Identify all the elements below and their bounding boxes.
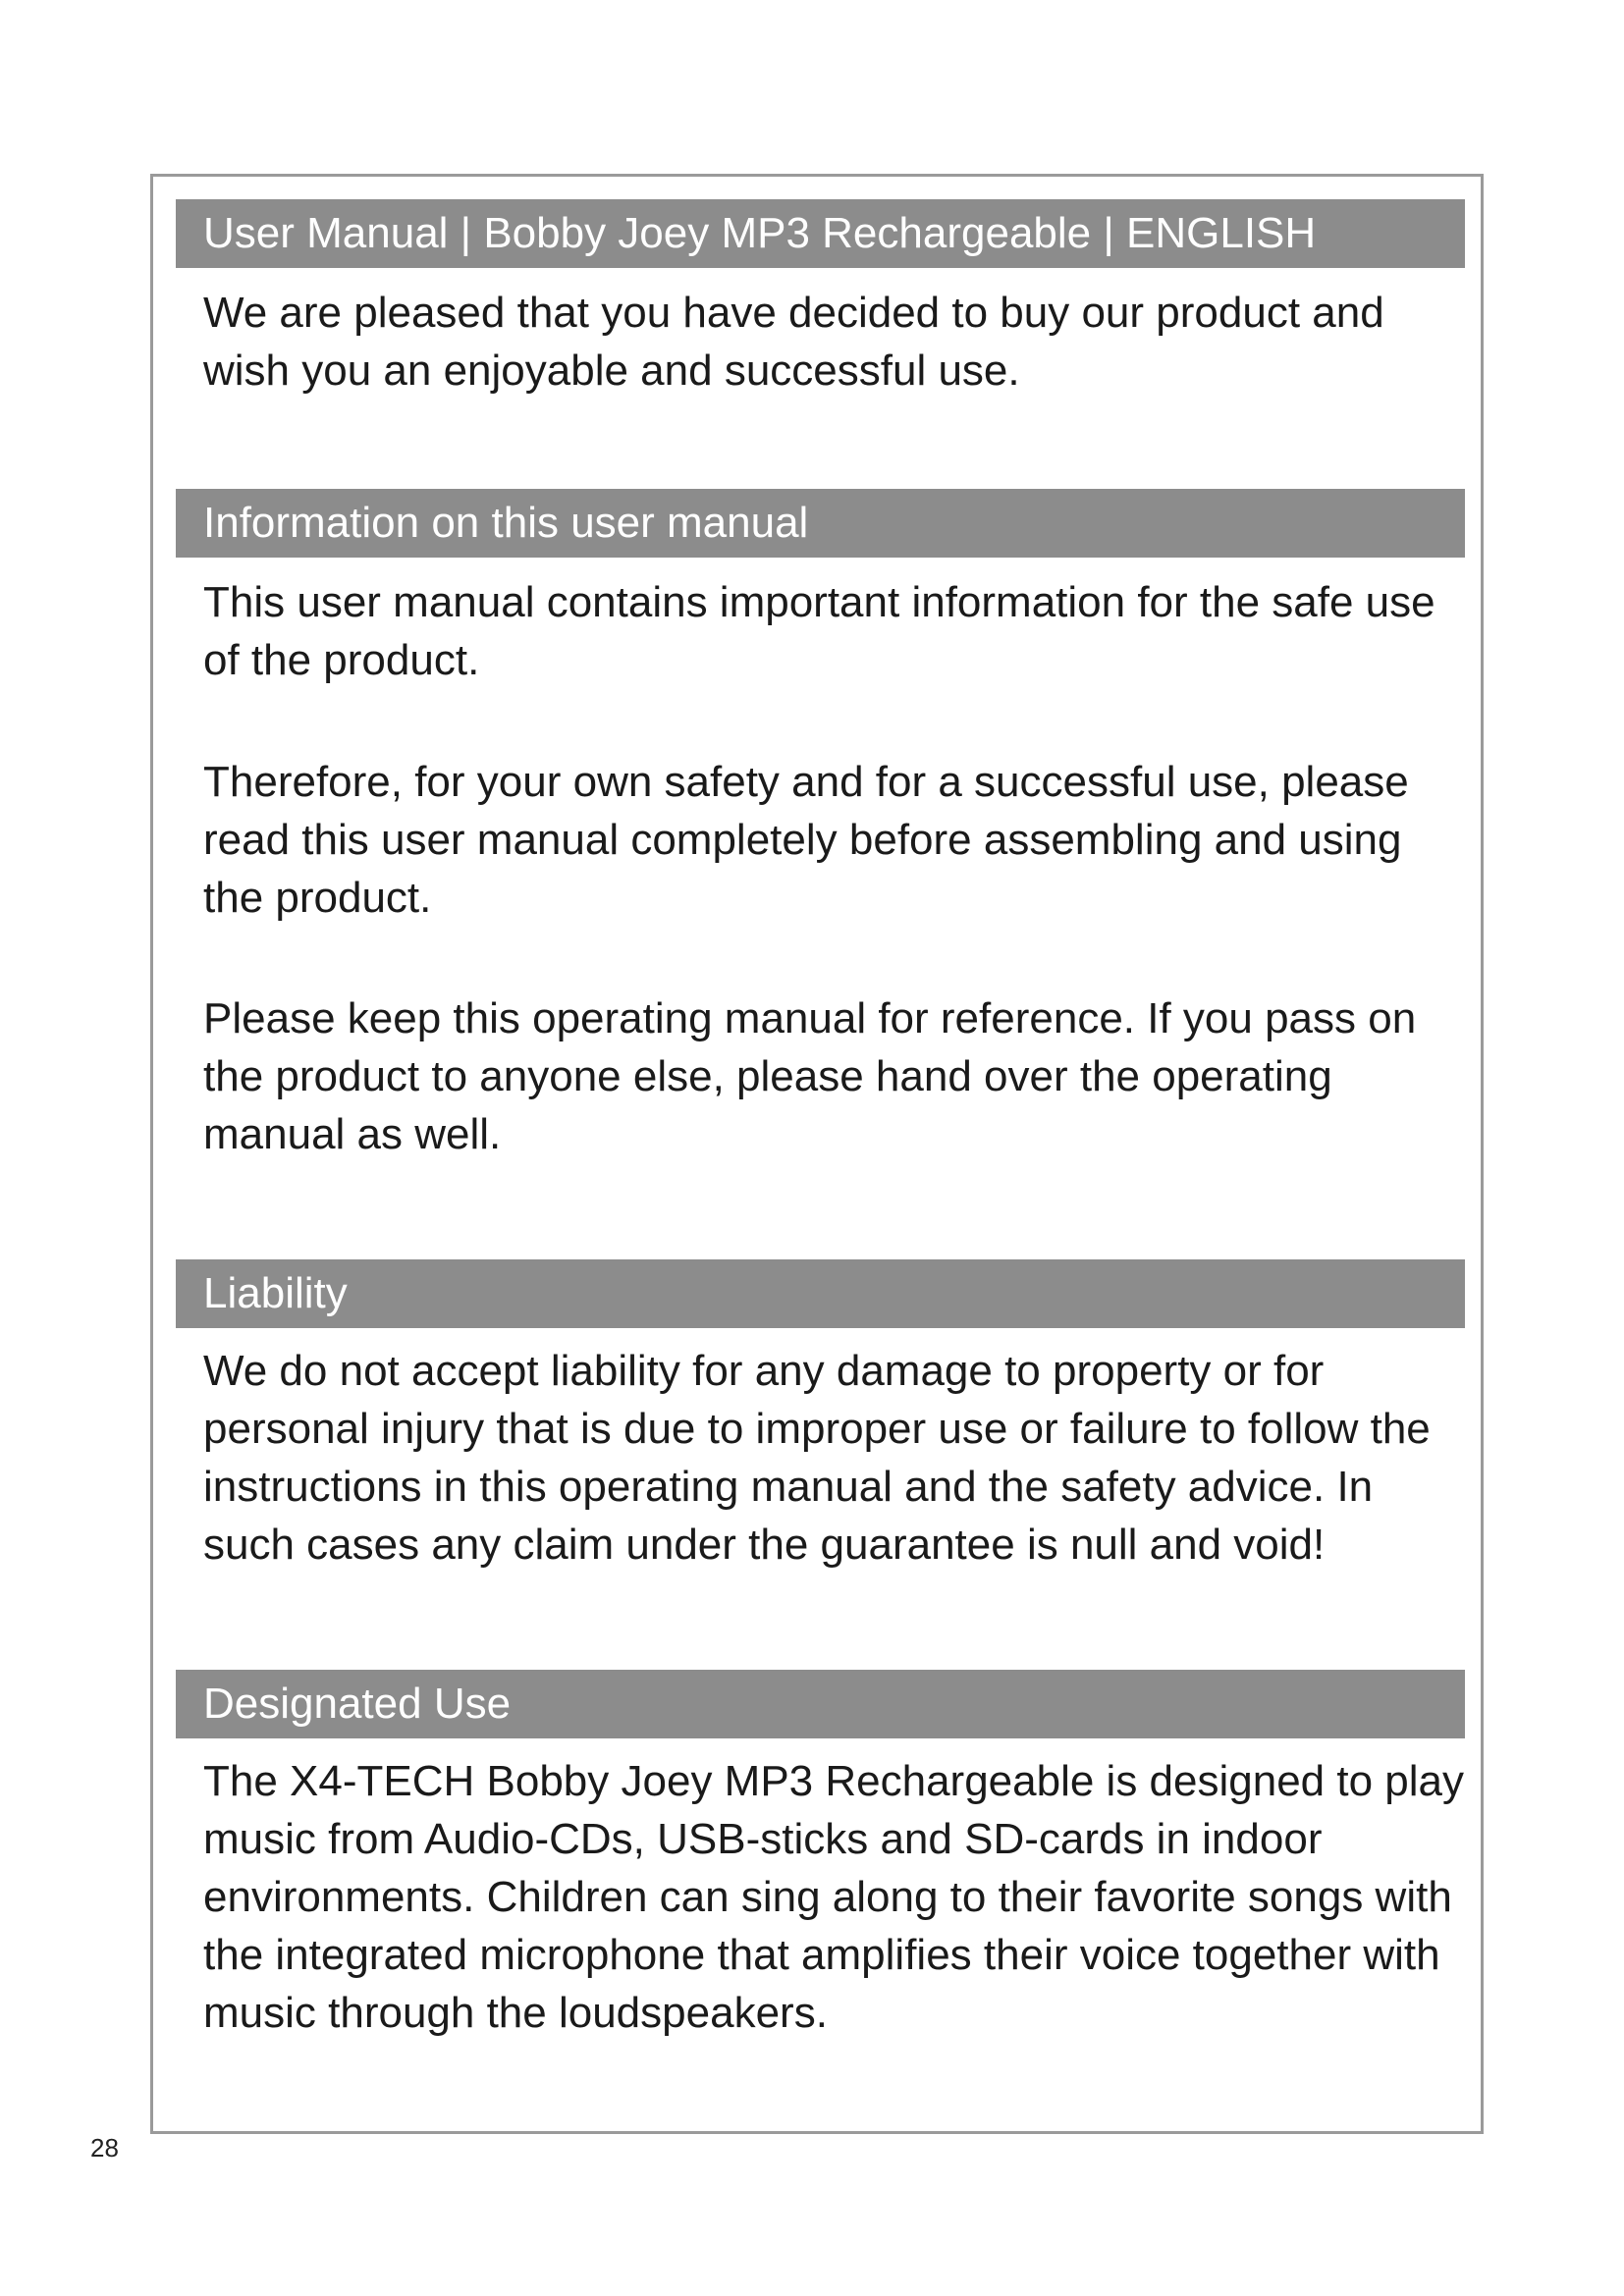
manual-title: User Manual | Bobby Joey MP3 Rechargeable | ENGLISH: [203, 209, 1317, 257]
section-heading-text: Liability: [203, 1269, 348, 1317]
intro-paragraph: We are pleased that you have decided to buy our product and wish you an enjoyable and successful use.: [203, 289, 1384, 395]
section-heading-designated-use: [176, 1670, 1465, 1738]
manual-title-bar: [176, 199, 1465, 268]
page-number: 28: [90, 2133, 119, 2163]
information-paragraph-1: This user manual contains important information for the safe use of the product.: [203, 578, 1435, 684]
information-paragraph-3: Please keep this operating manual for reference. If you pass on the product to anyone else, please hand over the operating manual as well.: [203, 994, 1417, 1158]
section-heading-text: Information on this user manual: [203, 499, 809, 547]
section-heading-text: Designated Use: [203, 1680, 512, 1728]
section-heading-information: [176, 489, 1465, 558]
section-heading-liability: [176, 1259, 1465, 1328]
information-paragraph-2: Therefore, for your own safety and for a successful use, please read this user manual completely before assembling and using the product.: [203, 758, 1409, 922]
designated-use-paragraph: The X4-TECH Bobby Joey MP3 Rechargeable is designed to play music from Audio-CDs, USB-sticks and SD-cards in indoor environments. Children can sing along to their favorite songs with the integrated microphone that amplifies their voice together with music through the loudspeakers.: [203, 1757, 1465, 2037]
liability-paragraph: We do not accept liability for any damage to property or for personal injury that is due to improper use or failure to follow the instructions in this operating manual and the safety advice. In such cases any claim under the guarantee is null and void!: [203, 1347, 1431, 1569]
